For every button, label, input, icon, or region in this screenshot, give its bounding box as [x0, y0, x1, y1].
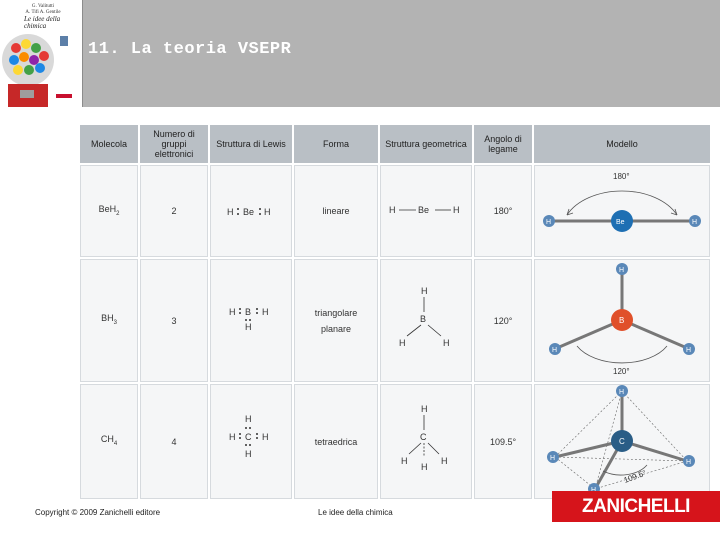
table-row	[80, 165, 710, 257]
cell-gruppi: 3	[140, 259, 208, 382]
model-trigonal	[537, 260, 707, 378]
atom-label: H	[229, 307, 236, 317]
cell-angolo: 109.5°	[474, 384, 532, 499]
atom-label: H	[686, 459, 692, 466]
cell-geometria	[380, 384, 472, 499]
vsepr-table	[78, 123, 712, 501]
footer-book-title: Le idee della chimica	[318, 508, 393, 517]
vsepr-table-container	[78, 123, 704, 485]
cell-gruppi: 4	[140, 384, 208, 499]
atom-label: C	[420, 432, 427, 442]
cell-forma	[294, 259, 378, 382]
model-tetrahedral	[537, 385, 707, 495]
cell-angolo: 180°	[474, 165, 532, 257]
atom-label: Be	[418, 204, 430, 215]
atom-label: H	[441, 456, 448, 466]
molecule-formula: BeH	[98, 203, 117, 214]
atom-label: C	[245, 432, 252, 442]
atom-label: H	[245, 322, 252, 332]
cell-forma: lineare	[294, 165, 378, 257]
table-header-row	[80, 125, 710, 163]
atom-label: H	[546, 218, 552, 226]
header-geometria: Struttura geometrica	[380, 125, 472, 163]
cell-forma: tetraedrica	[294, 384, 378, 499]
header-lewis: Struttura di Lewis	[210, 125, 292, 163]
angle-label: 120°	[613, 367, 630, 376]
atom-label: H	[421, 286, 428, 296]
atom-label: H	[399, 338, 406, 348]
molecule-subscript: 3	[113, 319, 117, 326]
atom-label: H	[443, 338, 450, 348]
model-linear	[537, 167, 707, 253]
cover-publisher-mark	[56, 94, 72, 98]
atom-label: H	[421, 404, 428, 414]
cell-lewis	[210, 165, 292, 257]
atom-label: H	[550, 455, 556, 462]
atom-label: H	[401, 456, 408, 466]
slide-title: 11. La teoria VSEPR	[88, 40, 292, 59]
atom-label: B	[245, 307, 252, 317]
cell-lewis	[210, 384, 292, 499]
atom-label: H	[227, 206, 234, 217]
atom-label: Be	[243, 206, 255, 217]
atom-label: C	[619, 437, 625, 446]
cell-molecola	[80, 165, 138, 257]
geometry-tetrahedral	[383, 402, 469, 478]
atom-label: H	[389, 204, 396, 215]
header-molecola: Molecola	[80, 125, 138, 163]
forma-line: triangolare	[314, 307, 358, 318]
atom-label: H	[421, 462, 428, 472]
angle-label: 109.5°	[622, 468, 648, 485]
atom-label: H	[619, 267, 625, 274]
atom-label: H	[262, 432, 269, 442]
book-cover	[0, 0, 83, 107]
cell-lewis	[210, 259, 292, 382]
atom-label: H	[453, 204, 460, 215]
footer-copyright: Copyright © 2009 Zanichelli editore	[35, 508, 161, 517]
atom-label: H	[552, 347, 558, 354]
molecule-subscript: 2	[116, 210, 120, 217]
atom-label: H	[619, 389, 625, 396]
atom-label: H	[245, 449, 252, 459]
atom-label: B	[420, 314, 427, 324]
cover-title: Le idee della chimica	[24, 15, 61, 30]
header-gruppi: Numero di gruppi elettronici	[140, 125, 208, 163]
atom-label: H	[692, 218, 698, 226]
zanichelli-logo: ZANICHELLI	[552, 491, 720, 522]
molecule-subscript: 4	[113, 440, 118, 447]
header-modello: Modello	[534, 125, 710, 163]
atom-label: H	[245, 414, 252, 424]
atom-label: H	[686, 347, 692, 354]
atom-label: B	[619, 316, 625, 325]
forma-line: planare	[320, 323, 352, 334]
molecule-formula: BH	[101, 313, 114, 324]
table-row	[80, 259, 710, 382]
cell-modello	[534, 384, 710, 499]
lewis-structure-beh2	[213, 195, 291, 225]
atom-label: Be	[616, 218, 625, 226]
cell-angolo: 120°	[474, 259, 532, 382]
cell-gruppi: 2	[140, 165, 208, 257]
molecule-formula: CH	[100, 434, 114, 445]
cell-geometria	[380, 165, 472, 257]
atom-label: H	[264, 206, 271, 217]
lewis-structure-bh3	[213, 299, 291, 339]
atom-label: H	[262, 307, 269, 317]
header-angolo: Angolo di legame	[474, 125, 532, 163]
geometry-linear	[383, 195, 469, 225]
lewis-structure-ch4	[213, 412, 291, 468]
atom-label: H	[229, 432, 236, 442]
table-row	[80, 384, 710, 499]
angle-label: 180°	[613, 171, 630, 181]
cell-modello	[534, 165, 710, 257]
cover-authors: G. Valitutti A. Tifi A. Gentile	[25, 4, 61, 15]
cell-molecola	[80, 384, 138, 499]
header-forma: Forma	[294, 125, 378, 163]
cell-modello	[534, 259, 710, 382]
cell-geometria	[380, 259, 472, 382]
geometry-trigonal	[383, 284, 469, 354]
cell-molecola	[80, 259, 138, 382]
